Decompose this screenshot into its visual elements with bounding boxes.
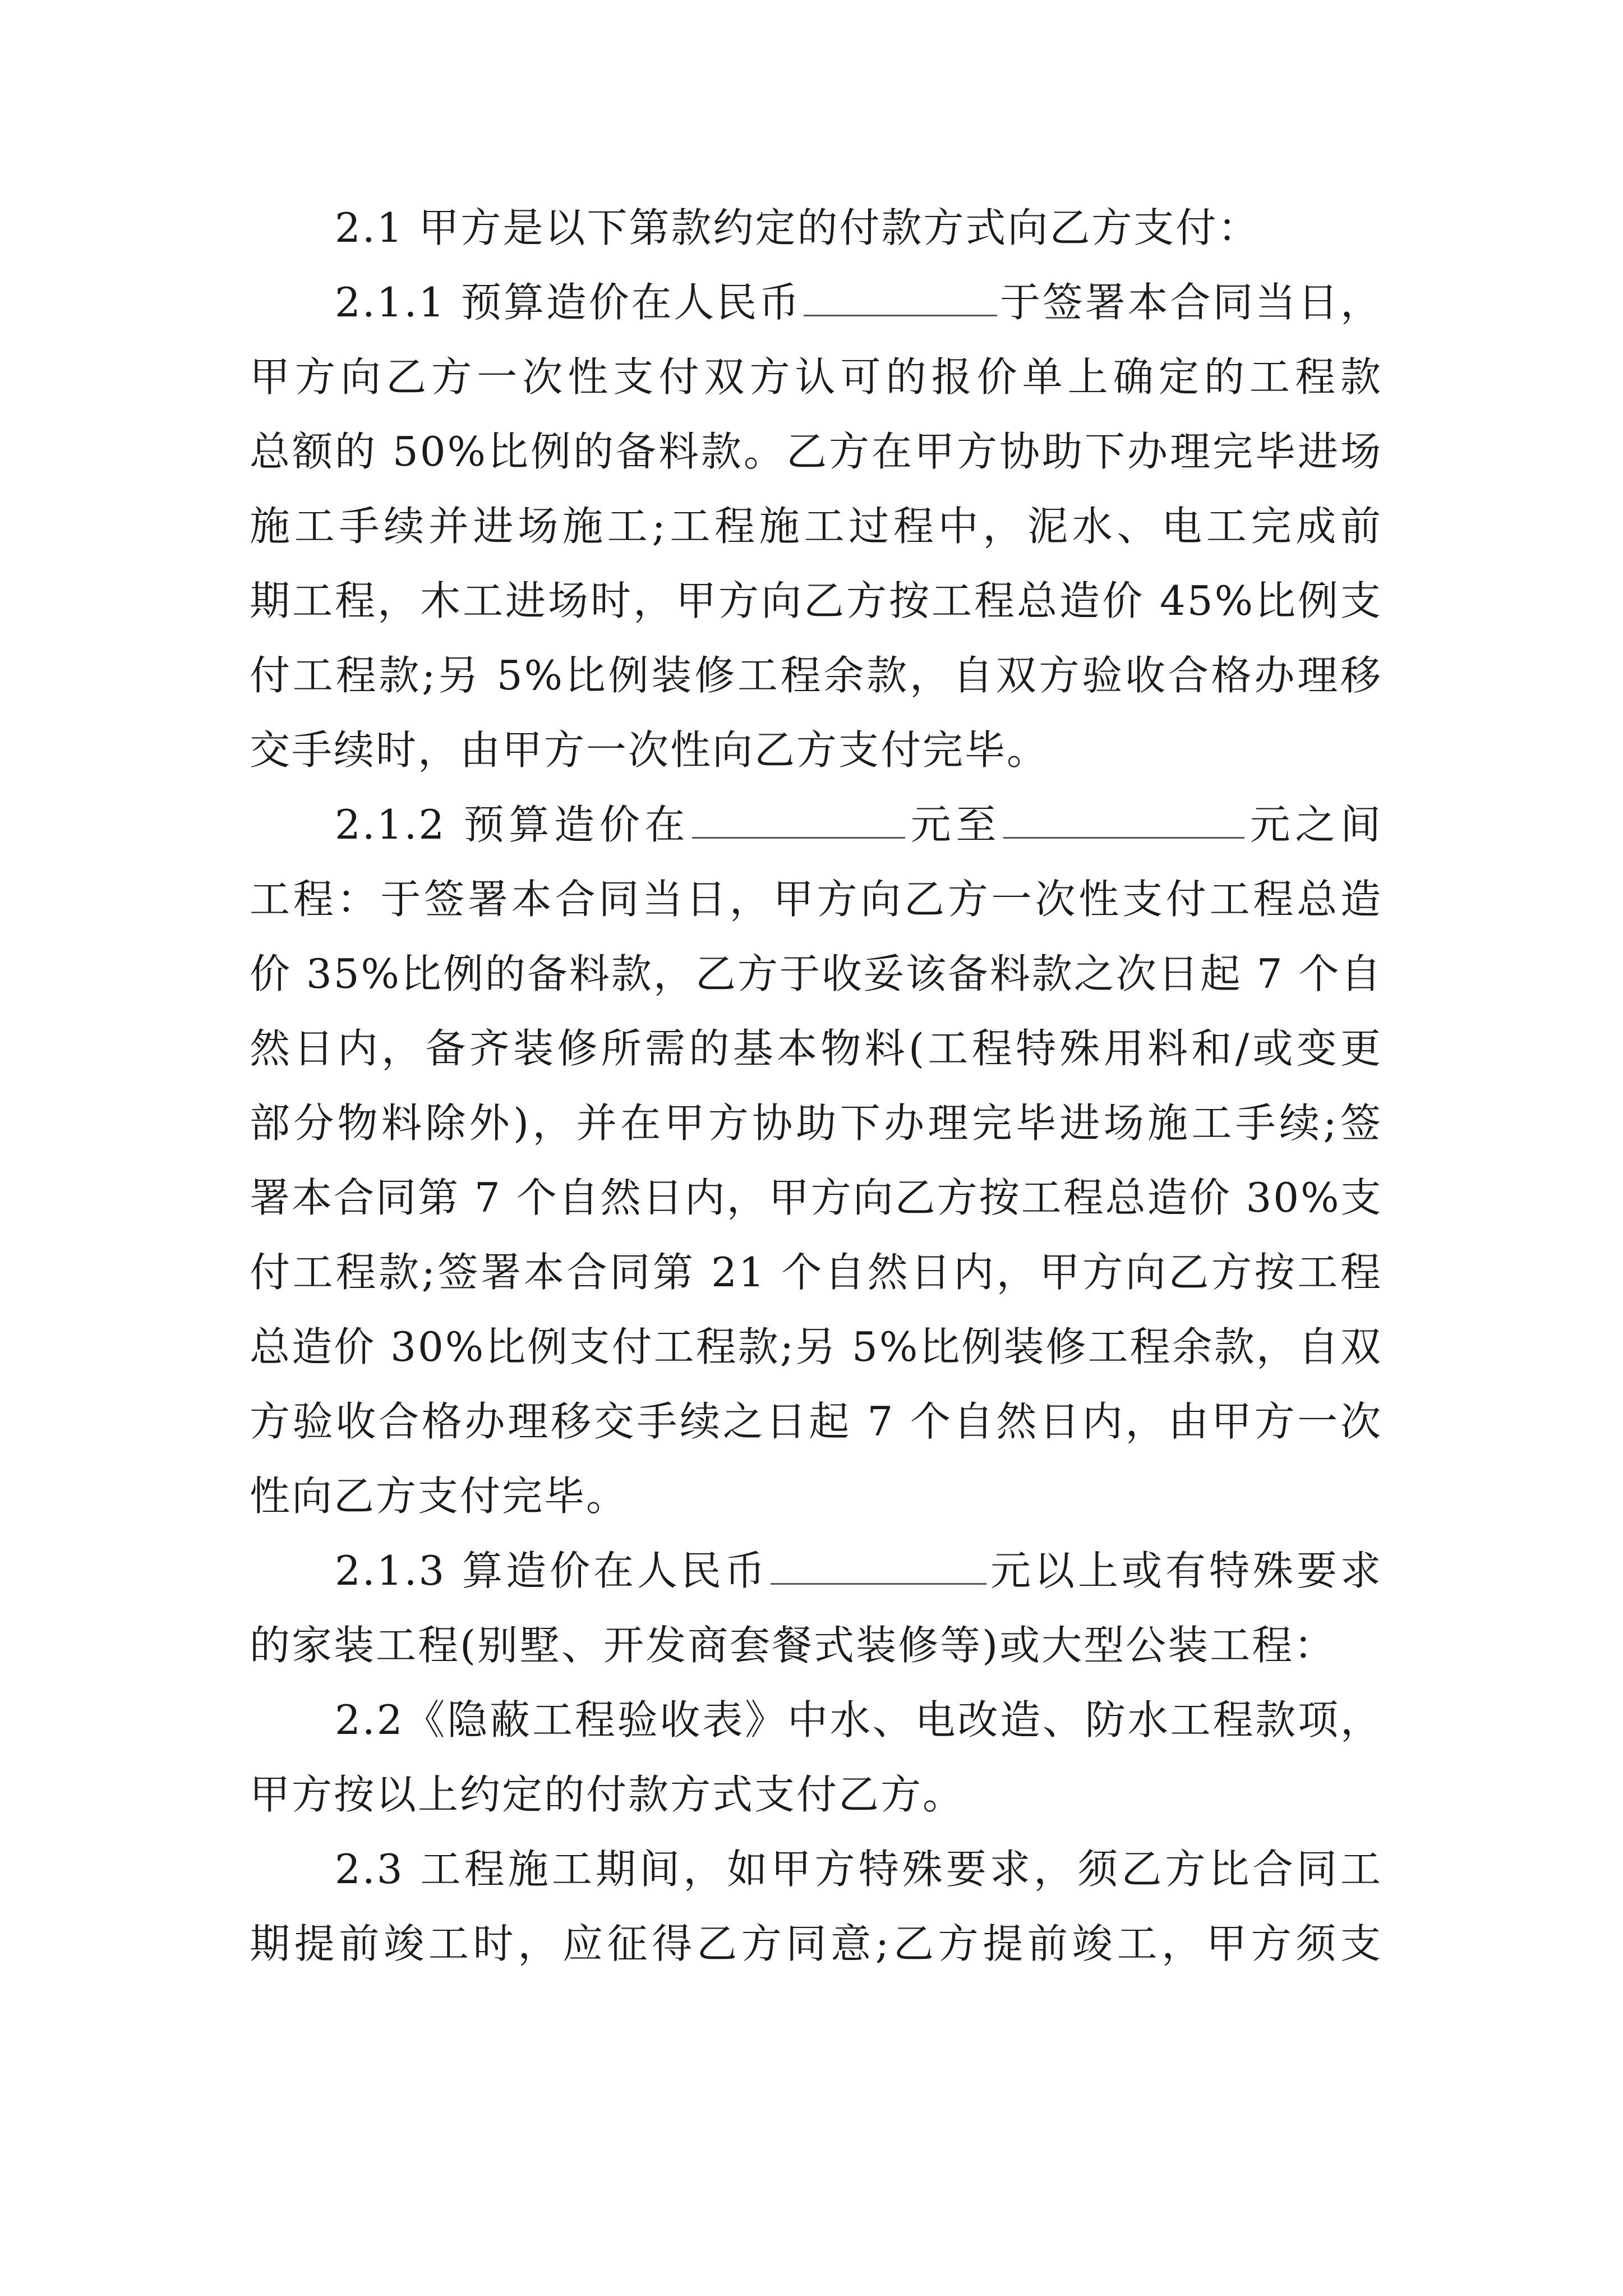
- paragraph-2-2: [250, 1683, 1382, 1832]
- fill-in-blank[interactable]: [1003, 800, 1244, 839]
- text-line: 署本合同第 7 个自然日内，甲方向乙方按工程总造价 30%支: [250, 1174, 1383, 1221]
- clause-text: 2.1.2 预算造价在: [335, 801, 690, 848]
- paragraph-2-1-3: [250, 1534, 1382, 1683]
- text-line: 总额的 50%比例的备料款。乙方在甲方协助下办理完毕进场: [250, 428, 1382, 475]
- clause-text: 2.1.1 预算造价在人民币: [335, 279, 802, 326]
- text-line: 然日内，备齐装修所需的基本物料(工程特殊用料和/或变更: [250, 1025, 1382, 1072]
- text-line: 甲方向乙方一次性支付双方认可的报价单上确定的工程款: [250, 353, 1382, 401]
- text-line: 期提前竣工时，应征得乙方同意;乙方提前竣工，甲方须支: [250, 1920, 1382, 1967]
- text-line: [250, 265, 1382, 340]
- text-line: 交手续时，由甲方一次性向乙方支付完毕。: [250, 726, 1049, 774]
- paragraph-2-1: [250, 191, 1382, 265]
- paragraph-2-1-2: [250, 788, 1382, 1534]
- text-line: 2.3 工程施工期间，如甲方特殊要求，须乙方比合同工: [335, 1846, 1382, 1893]
- text-line: 施工手续并进场施工;工程施工过程中，泥水、电工完成前: [250, 503, 1382, 550]
- text-line: [250, 788, 1382, 862]
- clause-text: 2.1.3 算造价在人民币: [335, 1547, 769, 1594]
- document-body: [250, 191, 1382, 1981]
- text-line: 工程：于签署本合同当日，甲方向乙方一次性支付工程总造: [250, 876, 1382, 923]
- fill-in-blank[interactable]: [804, 278, 997, 316]
- fill-in-blank[interactable]: [692, 800, 905, 839]
- clause-text: 元至: [907, 801, 1002, 848]
- text-line: 付工程款;另 5%比例装修工程余款，自双方验收合格办理移: [250, 652, 1382, 699]
- text-line: 期工程，木工进场时，甲方向乙方按工程总造价 45%比例支: [250, 577, 1382, 624]
- text-line: 方验收合格办理移交手续之日起 7 个自然日内，由甲方一次: [250, 1398, 1382, 1445]
- paragraph-2-1-1: [250, 265, 1382, 788]
- text-line: 付工程款;签署本合同第 21 个自然日内，甲方向乙方按工程: [250, 1249, 1382, 1296]
- text-line: 甲方按以上约定的付款方式支付乙方。: [250, 1771, 965, 1818]
- text-line: 总造价 30%比例支付工程款;另 5%比例装修工程余款，自双: [250, 1323, 1382, 1370]
- paragraph-2-3: [250, 1832, 1382, 1981]
- fill-in-blank[interactable]: [771, 1546, 986, 1585]
- text-line: [250, 1534, 1382, 1608]
- text-line: 价 35%比例的备料款，乙方于收妥该备料款之次日起 7 个自: [250, 950, 1383, 997]
- clause-text: 于签署本合同当日，: [999, 279, 1382, 326]
- text-line: 的家装工程(别墅、开发商套餐式装修等)或大型公装工程：: [250, 1622, 1336, 1669]
- text-line: 2.1 甲方是以下第款约定的付款方式向乙方支付：: [335, 204, 1260, 251]
- text-line: 部分物料除外)，并在甲方协助下办理完毕进场施工手续;签: [250, 1099, 1382, 1147]
- text-line: 2.2《隐蔽工程验收表》中水、电改造、防水工程款项，: [335, 1696, 1382, 1743]
- clause-text: 元以上或有特殊要求: [989, 1547, 1382, 1594]
- text-line: 性向乙方支付完毕。: [250, 1473, 629, 1520]
- clause-text: 元之间: [1247, 801, 1382, 848]
